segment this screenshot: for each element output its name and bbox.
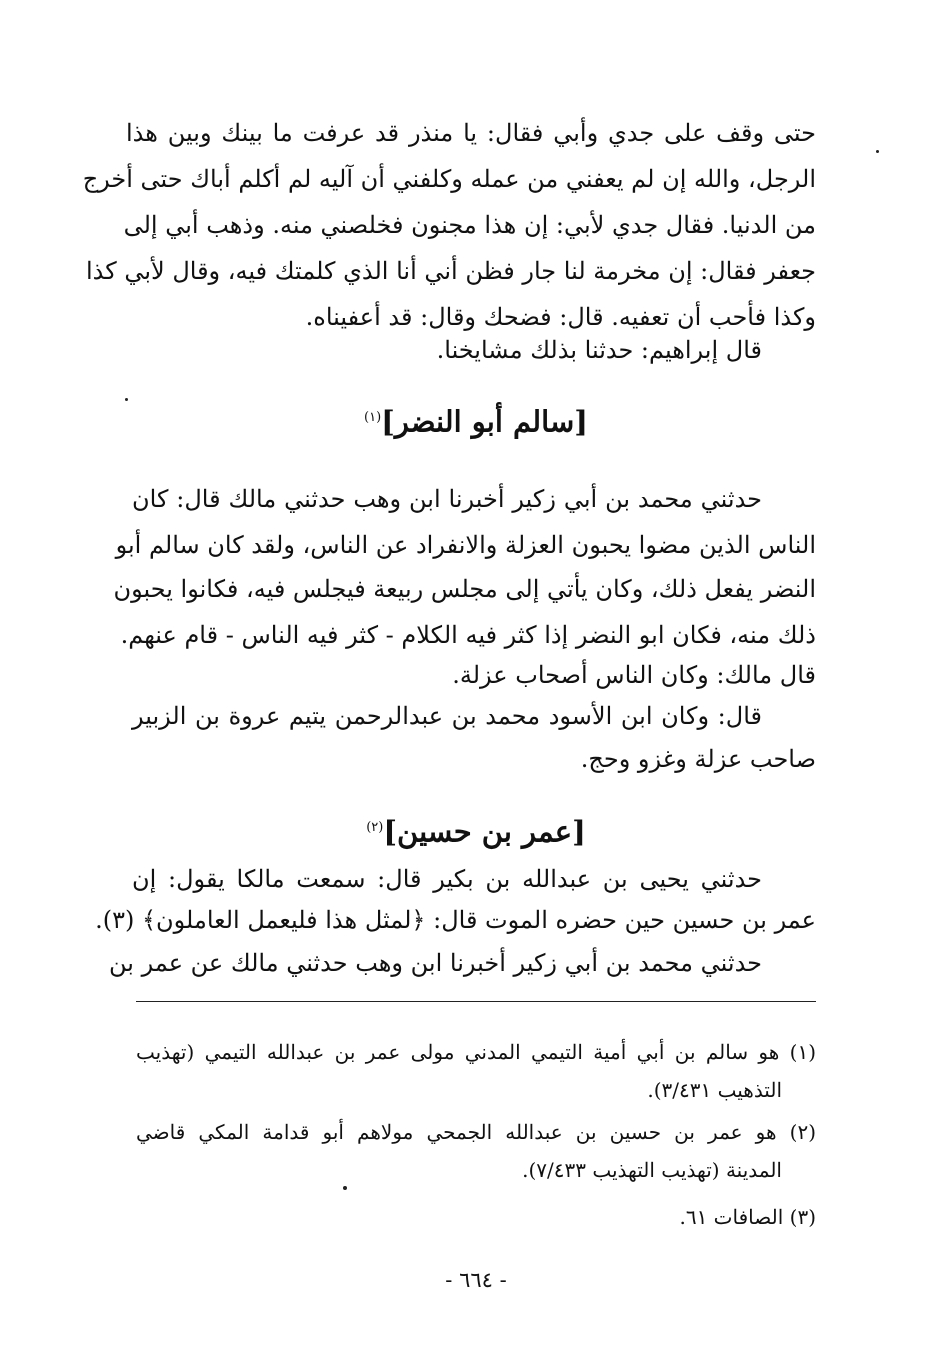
text-line: الرجل، والله إن لم يعفني من عمله وكلفني أن آليه لم أكلم أباك حتى أخرج bbox=[82, 165, 816, 193]
section-heading-salim bbox=[0, 393, 952, 447]
scan-speck bbox=[876, 150, 879, 153]
footnote-ref: (٢) bbox=[366, 820, 384, 835]
footnote-number: (٢) bbox=[789, 1120, 817, 1144]
footnote-number: (٣) bbox=[789, 1205, 816, 1229]
text-line: قال مالك: وكان الناس أصحاب عزلة. bbox=[452, 661, 816, 689]
footnote-2 bbox=[136, 1113, 816, 1151]
footnote-text: الصافات ٦١. bbox=[679, 1205, 784, 1229]
text-line: حدثني يحيى بن عبدالله بن بكير قال: سمعت مالكا يقول: إن bbox=[132, 865, 762, 893]
text-line: حتى وقف على جدي وأبي فقال: يا منذر قد عرفت ما بينك وبين هذا bbox=[126, 119, 816, 147]
section-heading-omar bbox=[0, 803, 952, 857]
footnote-line: التذهيب ٣/٤٣١). bbox=[647, 1078, 782, 1102]
text-line: ذلك منه، فكان ابو النضر إذا كثر فيه الكلام - كثر فيه الناس - قام عنهم. bbox=[120, 621, 816, 649]
scan-speck bbox=[125, 398, 128, 401]
heading-text: [عمر بن حسين] bbox=[383, 814, 586, 849]
footnote-text: هو عمر بن حسين بن عبدالله الجمحي مولاهم أبو قدامة المكي قاضي bbox=[136, 1120, 777, 1144]
page-number: - ٦٦٤ - bbox=[445, 1268, 507, 1292]
text-line: جعفر فقال: إن مخرمة لنا جار فظن أني أنا الذي كلمتك فيه، وقال لأبي كذا bbox=[86, 257, 816, 285]
text-line: قال إبراهيم: حدثنا بذلك مشايخنا. bbox=[436, 336, 762, 364]
text-line: النضر يفعل ذلك، وكان يأتي إلى مجلس ربيعة فيجلس فيه، فكانوا يحبون bbox=[113, 575, 816, 603]
text-line: الناس الذين مضوا يحبون العزلة والانفراد عن الناس، ولقد كان سالم أبو bbox=[115, 531, 816, 559]
text-line: من الدنيا. فقال جدي لأبي: إن هذا مجنون فخلصني منه. وذهب أبي إلى bbox=[123, 211, 816, 239]
scan-speck bbox=[343, 1186, 347, 1190]
footnote-separator bbox=[136, 1001, 816, 1002]
footnote-1 bbox=[136, 1033, 816, 1071]
text-line: عمر بن حسين حين حضره الموت قال: ﴿لمثل هذا فليعمل العاملون﴾ (٣). bbox=[95, 906, 816, 934]
heading-text: [سالم أبو النضر] bbox=[381, 404, 588, 439]
footnote-number: (١) bbox=[789, 1040, 816, 1064]
footnote-text: هو سالم بن أبي أمية التيمي المدني مولى عمر بن عبدالله التيمي (تهذيب bbox=[136, 1040, 780, 1064]
text-line: حدثني محمد بن أبي زكير أخبرنا ابن وهب حدثني مالك قال: كان bbox=[132, 485, 762, 513]
text-line: حدثني محمد بن أبي زكير أخبرنا ابن وهب حدثني مالك عن عمر بن bbox=[109, 949, 762, 977]
footnote-ref: (١) bbox=[364, 410, 382, 425]
text-line: وكذا فأحب أن تعفيه. قال: فضحك وقال: قد أعفيناه. bbox=[305, 303, 816, 331]
text-line: صاحب عزلة وغزو وحج. bbox=[580, 745, 816, 773]
text-line: قال: وكان ابن الأسود محمد بن عبدالرحمن يتيم عروة بن الزبير bbox=[132, 702, 762, 730]
footnote-3 bbox=[136, 1198, 816, 1236]
footnote-line: المدينة (تهذيب التهذيب ٧/٤٣٣). bbox=[522, 1158, 782, 1182]
